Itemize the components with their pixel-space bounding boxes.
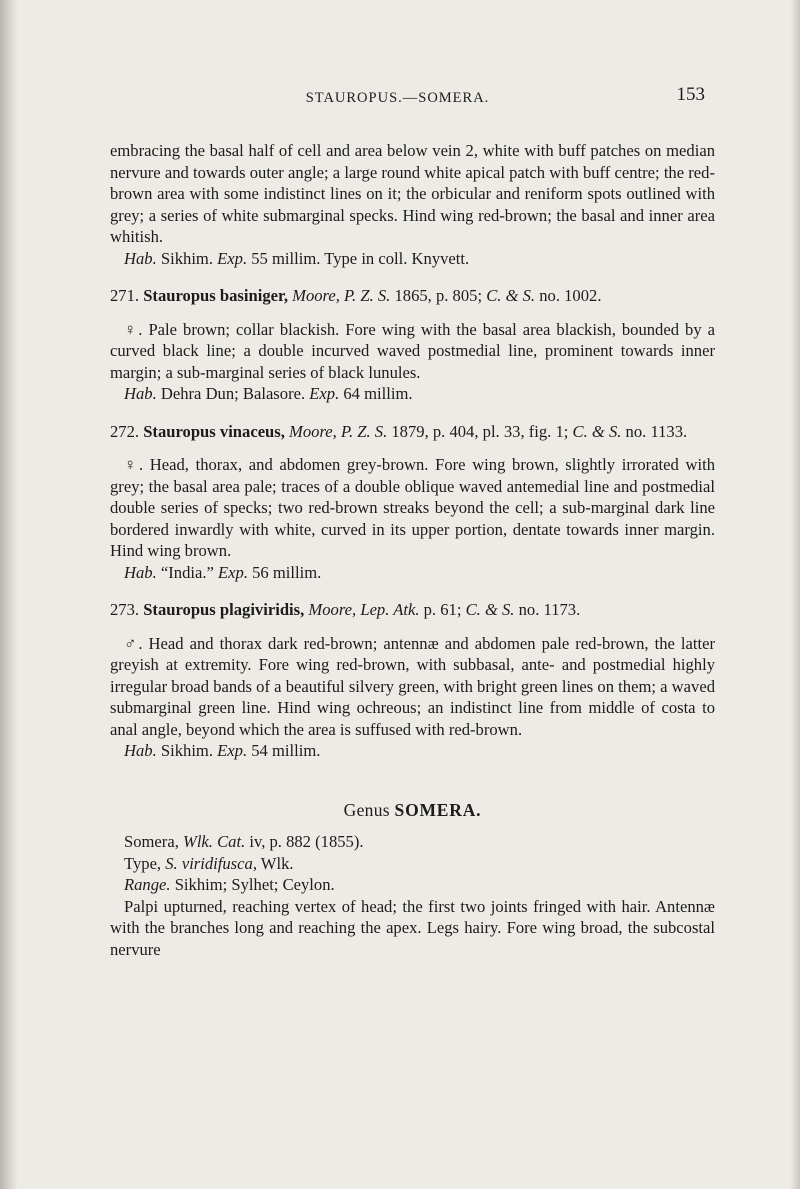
exp-text: 64 millim. — [339, 384, 413, 403]
running-header — [90, 84, 705, 116]
hab-label: Hab. — [124, 248, 157, 268]
species-author: Moore, P. Z. S. — [287, 286, 391, 305]
species-ref: 1865, p. 805; — [390, 286, 487, 305]
species-heading — [110, 599, 715, 621]
genus-type — [110, 853, 715, 875]
intro-paragraph — [110, 140, 715, 248]
species-name: Stauropus vinaceus, — [143, 421, 285, 441]
genus-prefix: Genus — [343, 799, 395, 820]
type-label: Type, — [124, 853, 166, 873]
intro-text: embracing the basal half of cell and area below vein 2, white with buff patches on median nervure and towards outer angle; a large round white apical patch with buff centre; the red-brown area with some indistinct lines on it; the orbicular and reniform spots outlined with grey; a series of white submarginal specks. Hind wing red-brown; the basal and inner area whitish. — [110, 141, 715, 246]
hab-text: Sikhim. — [156, 741, 218, 760]
species-hab-line — [110, 740, 715, 762]
species-ref-no: no. 1133. — [621, 421, 688, 441]
genus-description: Palpi upturned, reaching vertex of head; the first two joints fringed with hair. Antennæ with the branches long and reaching the apex. Legs hairy. Fore wing broad, the subcostal nervure — [110, 896, 715, 959]
hab-label: Hab. — [124, 741, 157, 760]
species-description: ♀. Head, thorax, and abdomen grey-brown. Fore wing brown, slightly irrorated with grey; the basal area pale; traces of a double oblique waved antemedial line and postmedial double series of specks; two red-brown streaks beyond the cell; a sub-marginal dark line bordered inwardly with white, curved in its upper portion, dentate towards inner margin. Hind wing brown. — [110, 455, 715, 560]
genus-name: SOMERA. — [394, 799, 482, 820]
species-number: 271. — [110, 286, 144, 305]
running-title: STAUROPUS.—SOMERA. — [305, 90, 490, 106]
species-ref-cs: C. & S. — [486, 286, 536, 305]
exp-label: Exp. — [217, 248, 248, 268]
genus-heading — [110, 800, 715, 822]
species-ref-no: no. 1173. — [514, 600, 581, 619]
intro-hab-line — [110, 248, 715, 270]
type-author: , Wlk. — [252, 853, 294, 873]
range-label: Range. — [124, 875, 171, 894]
species-ref: 1879, p. 404, pl. 33, fig. 1; — [387, 421, 573, 441]
exp-label: Exp. — [218, 562, 248, 582]
species-hab-line — [110, 562, 715, 584]
species-name: Stauropus basiniger, — [143, 286, 288, 305]
exp-text: 56 millim. — [247, 562, 322, 582]
exp-text: 54 millim. — [247, 741, 321, 760]
species-heading — [110, 421, 715, 443]
species-entry-272 — [110, 421, 715, 584]
exp-label: Exp. — [309, 384, 340, 403]
range-text: Sikhim; Sylhet; Ceylon. — [170, 875, 335, 894]
genus-reference — [110, 831, 715, 853]
genus-range — [110, 874, 715, 896]
species-name: Stauropus plagiviridis, — [143, 600, 305, 619]
species-number: 273. — [110, 600, 144, 619]
species-number: 272. — [110, 421, 144, 441]
hab-label: Hab. — [124, 384, 157, 403]
page-content — [110, 140, 715, 960]
species-ref-no: no. 1002. — [535, 286, 602, 305]
genus-ref-name: Somera, — [124, 832, 183, 851]
species-entry-273 — [110, 599, 715, 762]
type-species: S. viridifusca — [165, 853, 253, 873]
genus-ref-work: Wlk. Cat. — [183, 832, 246, 851]
species-heading — [110, 285, 715, 307]
species-ref: p. 61; — [419, 600, 466, 619]
species-ref-cs: C. & S. — [572, 421, 622, 441]
species-ref-cs: C. & S. — [465, 600, 515, 619]
species-description: ♂. Head and thorax dark red-brown; antennæ and abdomen pale red-brown, the latter greyish at extremity. Fore wing red-brown, with subbasal, ante- and postmedial highly irregular broad bands of a beautiful silvery green, with bright green lines on them; a waved submarginal green line. Hind wing ochreous; an indistinct line from middle of costa to anal angle, beyond which the area is suffused with red-brown. — [110, 633, 715, 739]
hab-text: Sikhim. — [156, 248, 218, 268]
hab-label: Hab. — [124, 562, 157, 582]
species-hab-line — [110, 383, 715, 405]
species-author: Moore, P. Z. S. — [284, 421, 388, 441]
species-author: Moore, Lep. Atk. — [304, 600, 420, 619]
hab-text: “India.” — [156, 562, 219, 582]
exp-label: Exp. — [217, 741, 248, 760]
page-binding-shadow — [0, 0, 18, 1189]
species-description: ♀. Pale brown; collar blackish. Fore wing with the basal area blackish, bounded by a curved black line; a double incurved waved postmedial line, prominent towards inner margin; a sub-marginal series of black lunules. — [110, 319, 715, 382]
exp-text: 55 millim. Type in coll. Knyvett. — [247, 248, 470, 268]
page-edge-shadow — [790, 0, 800, 1189]
hab-text: Dehra Dun; Balasore. — [156, 384, 310, 403]
page-number: 153 — [676, 84, 705, 105]
genus-ref-rest: iv, p. 882 (1855). — [245, 832, 364, 851]
species-entry-271 — [110, 285, 715, 405]
